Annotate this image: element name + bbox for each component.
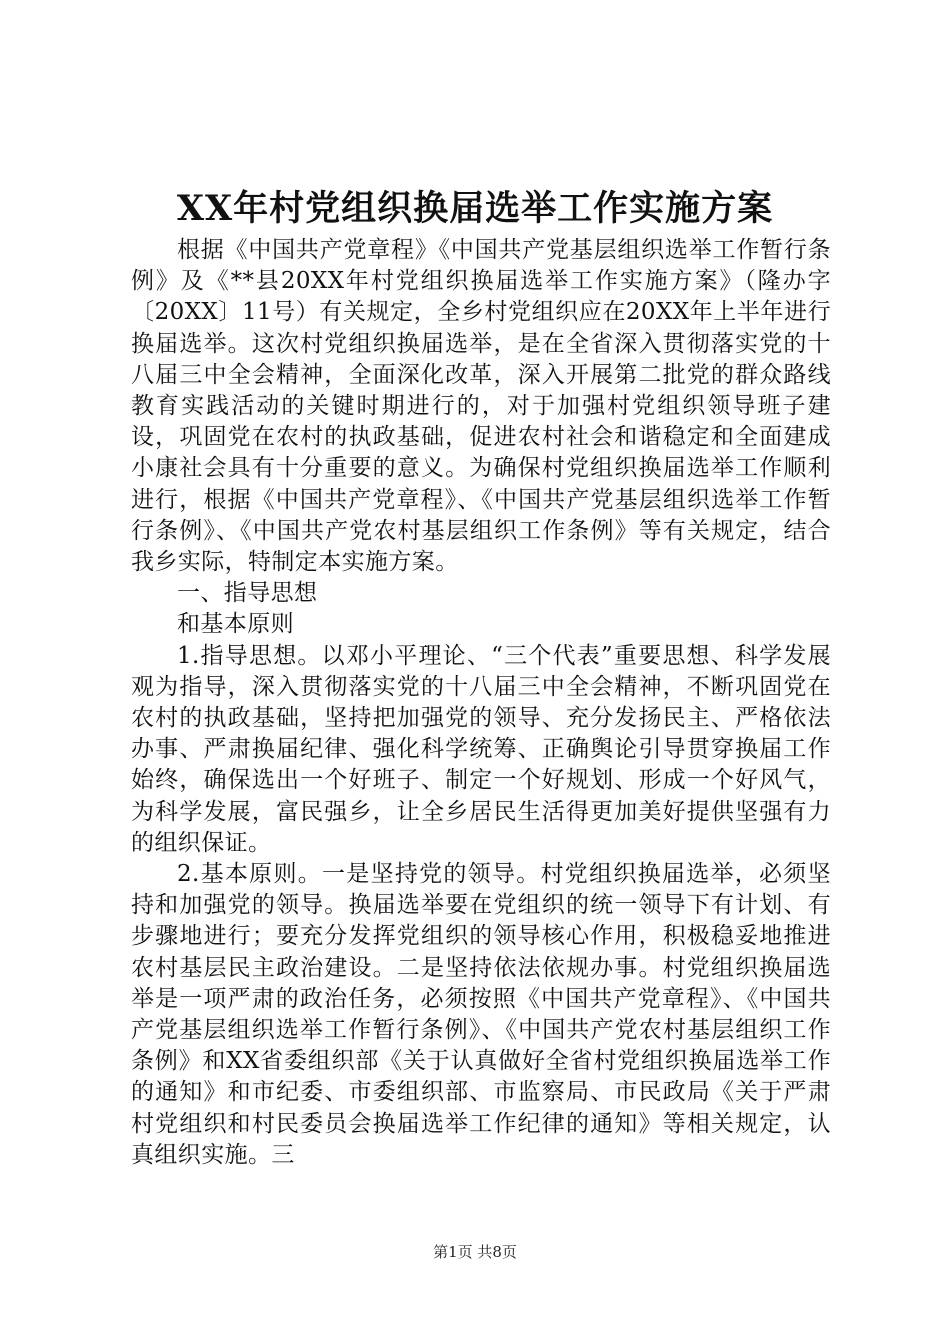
paragraph-guiding-thought: 1.指导思想。以邓小平理论、“三个代表”重要思想、科学发展观为指导，深入贯彻落实党的十八届三中全会精神，不断巩固党在农村的执政基础，坚持把加强党的领导、充分发扬民主、严格依法办事、严肃换届纪律、强化科学统筹、正确舆论引导贯穿换届工作始终，确保选出一个好班子、制定一个好规划、形成一个好风气，为科学发展，富民强乡，让全乡居民生活得更加美好提供坚强有力的组织保证。 bbox=[131, 642, 831, 856]
document-title: XX年村党组织换届选举工作实施方案 bbox=[176, 188, 774, 229]
page-number-footer: 第1页 共8页 bbox=[433, 1243, 517, 1261]
paragraph-intro: 根据《中国共产党章程》《中国共产党基层组织选举工作暂行条例》及《**县20XX年村党组织换届选举工作实施方案》（隆办字〔20XX〕11号）有关规定，全乡村党组织应在20XX年上半年进行换届选举。这次村党组织换届选举，是在全省深入贯彻落实党的十八届三中全会精神，全面深化改革，深入开展第二批党的群众路线教育实践活动的关键时期进行的，对于加强村党组织领导班子建设，巩固党在农村的执政基础，促进农村社会和谐稳定和全面建成小康社会具有十分重要的意义。为确保村党组织换届选举工作顺利进行，根据《中国共产党章程》、《中国共产党基层组织选举工作暂行条例》、《中国共产党农村基层组织工作条例》等有关规定，结合我乡实际，特制定本实施方案。 bbox=[131, 237, 831, 576]
section-heading: 一、指导思想 bbox=[177, 580, 318, 607]
paragraph-basic-principles: 2.基本原则。一是坚持党的领导。村党组织换届选举，必须坚持和加强党的领导。换届选举要在党组织的统一领导下有计划、有步骤地进行；要充分发挥党组织的领导核心作用，积极稳妥地推进农村基层民主政治建设。二是坚持依法依规办事。村党组织换届选举是一项严肃的政治任务，必须按照《中国共产党章程》、《中国共产党基层组织选举工作暂行条例》、《中国共产党农村基层组织工作条例》和XX省委组织部《关于认真做好全省村党组织换届选举工作的通知》和市纪委、市委组织部、市监察局、市民政局《关于严肃村党组织和村民委员会换届选举工作纪律的通知》等相关规定，认真组织实施。三 bbox=[131, 861, 831, 1168]
section-heading-continued: 和基本原则 bbox=[177, 611, 294, 638]
document-body bbox=[131, 235, 831, 1171]
